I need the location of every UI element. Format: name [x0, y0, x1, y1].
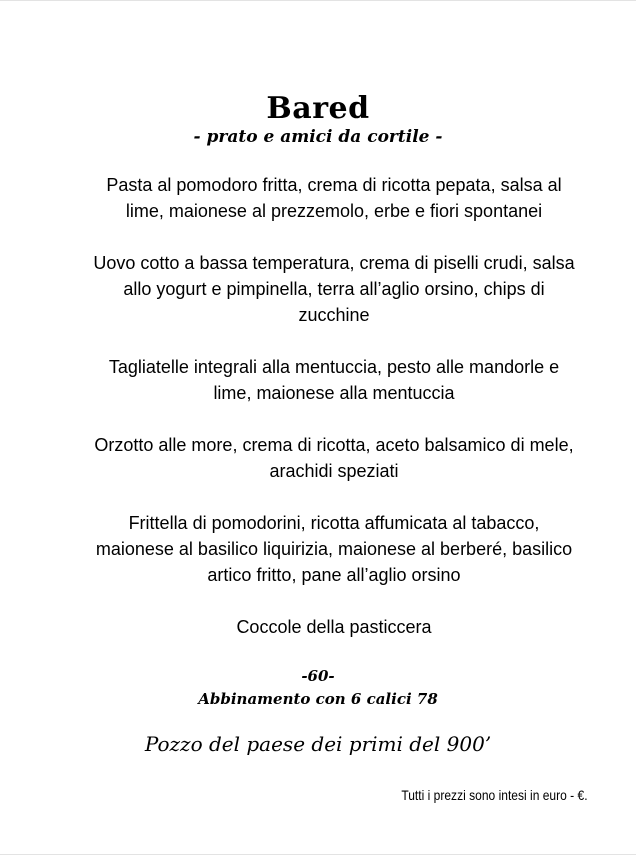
dish-item: Pasta al pomodoro fritta, crema di ricotta pepata, salsa al lime, maionese al prezzemolo, erbe e fiori spontanei: [106, 175, 562, 221]
menu-price: -60-: [301, 667, 335, 685]
dish-item: Frittella di pomodorini, ricotta affumicata al tabacco, maionese al basilico liquirizia, maionese al berberé, basilico artico fritto, pane all’aglio orsino: [95, 513, 573, 585]
dish-list: [88, 172, 580, 666]
dish-item: Orzotto alle more, crema di ricotta, aceto balsamico di mele, arachidi speziati: [94, 435, 574, 481]
wine-pairing: Abbinamento con 6 calici 78: [198, 690, 438, 708]
menu-slogan: Pozzo del paese dei primi del 900’: [144, 732, 492, 756]
menu-title: Bared: [266, 91, 370, 126]
dish-item: Uovo cotto a bassa temperatura, crema di piselli crudi, salsa allo yogurt e pimpinella, terra all’aglio orsino, chips di zucchine: [93, 253, 575, 325]
dish-item: Tagliatelle integrali alla mentuccia, pesto alle mandorle e lime, maionese alla mentuccia: [108, 357, 560, 403]
price-note: Tutti i prezzi sono intesi in euro - €.: [401, 787, 588, 803]
dish-item: Coccole della pasticcera: [236, 617, 432, 637]
menu-subtitle: - prato e amici da cortile -: [193, 127, 443, 147]
